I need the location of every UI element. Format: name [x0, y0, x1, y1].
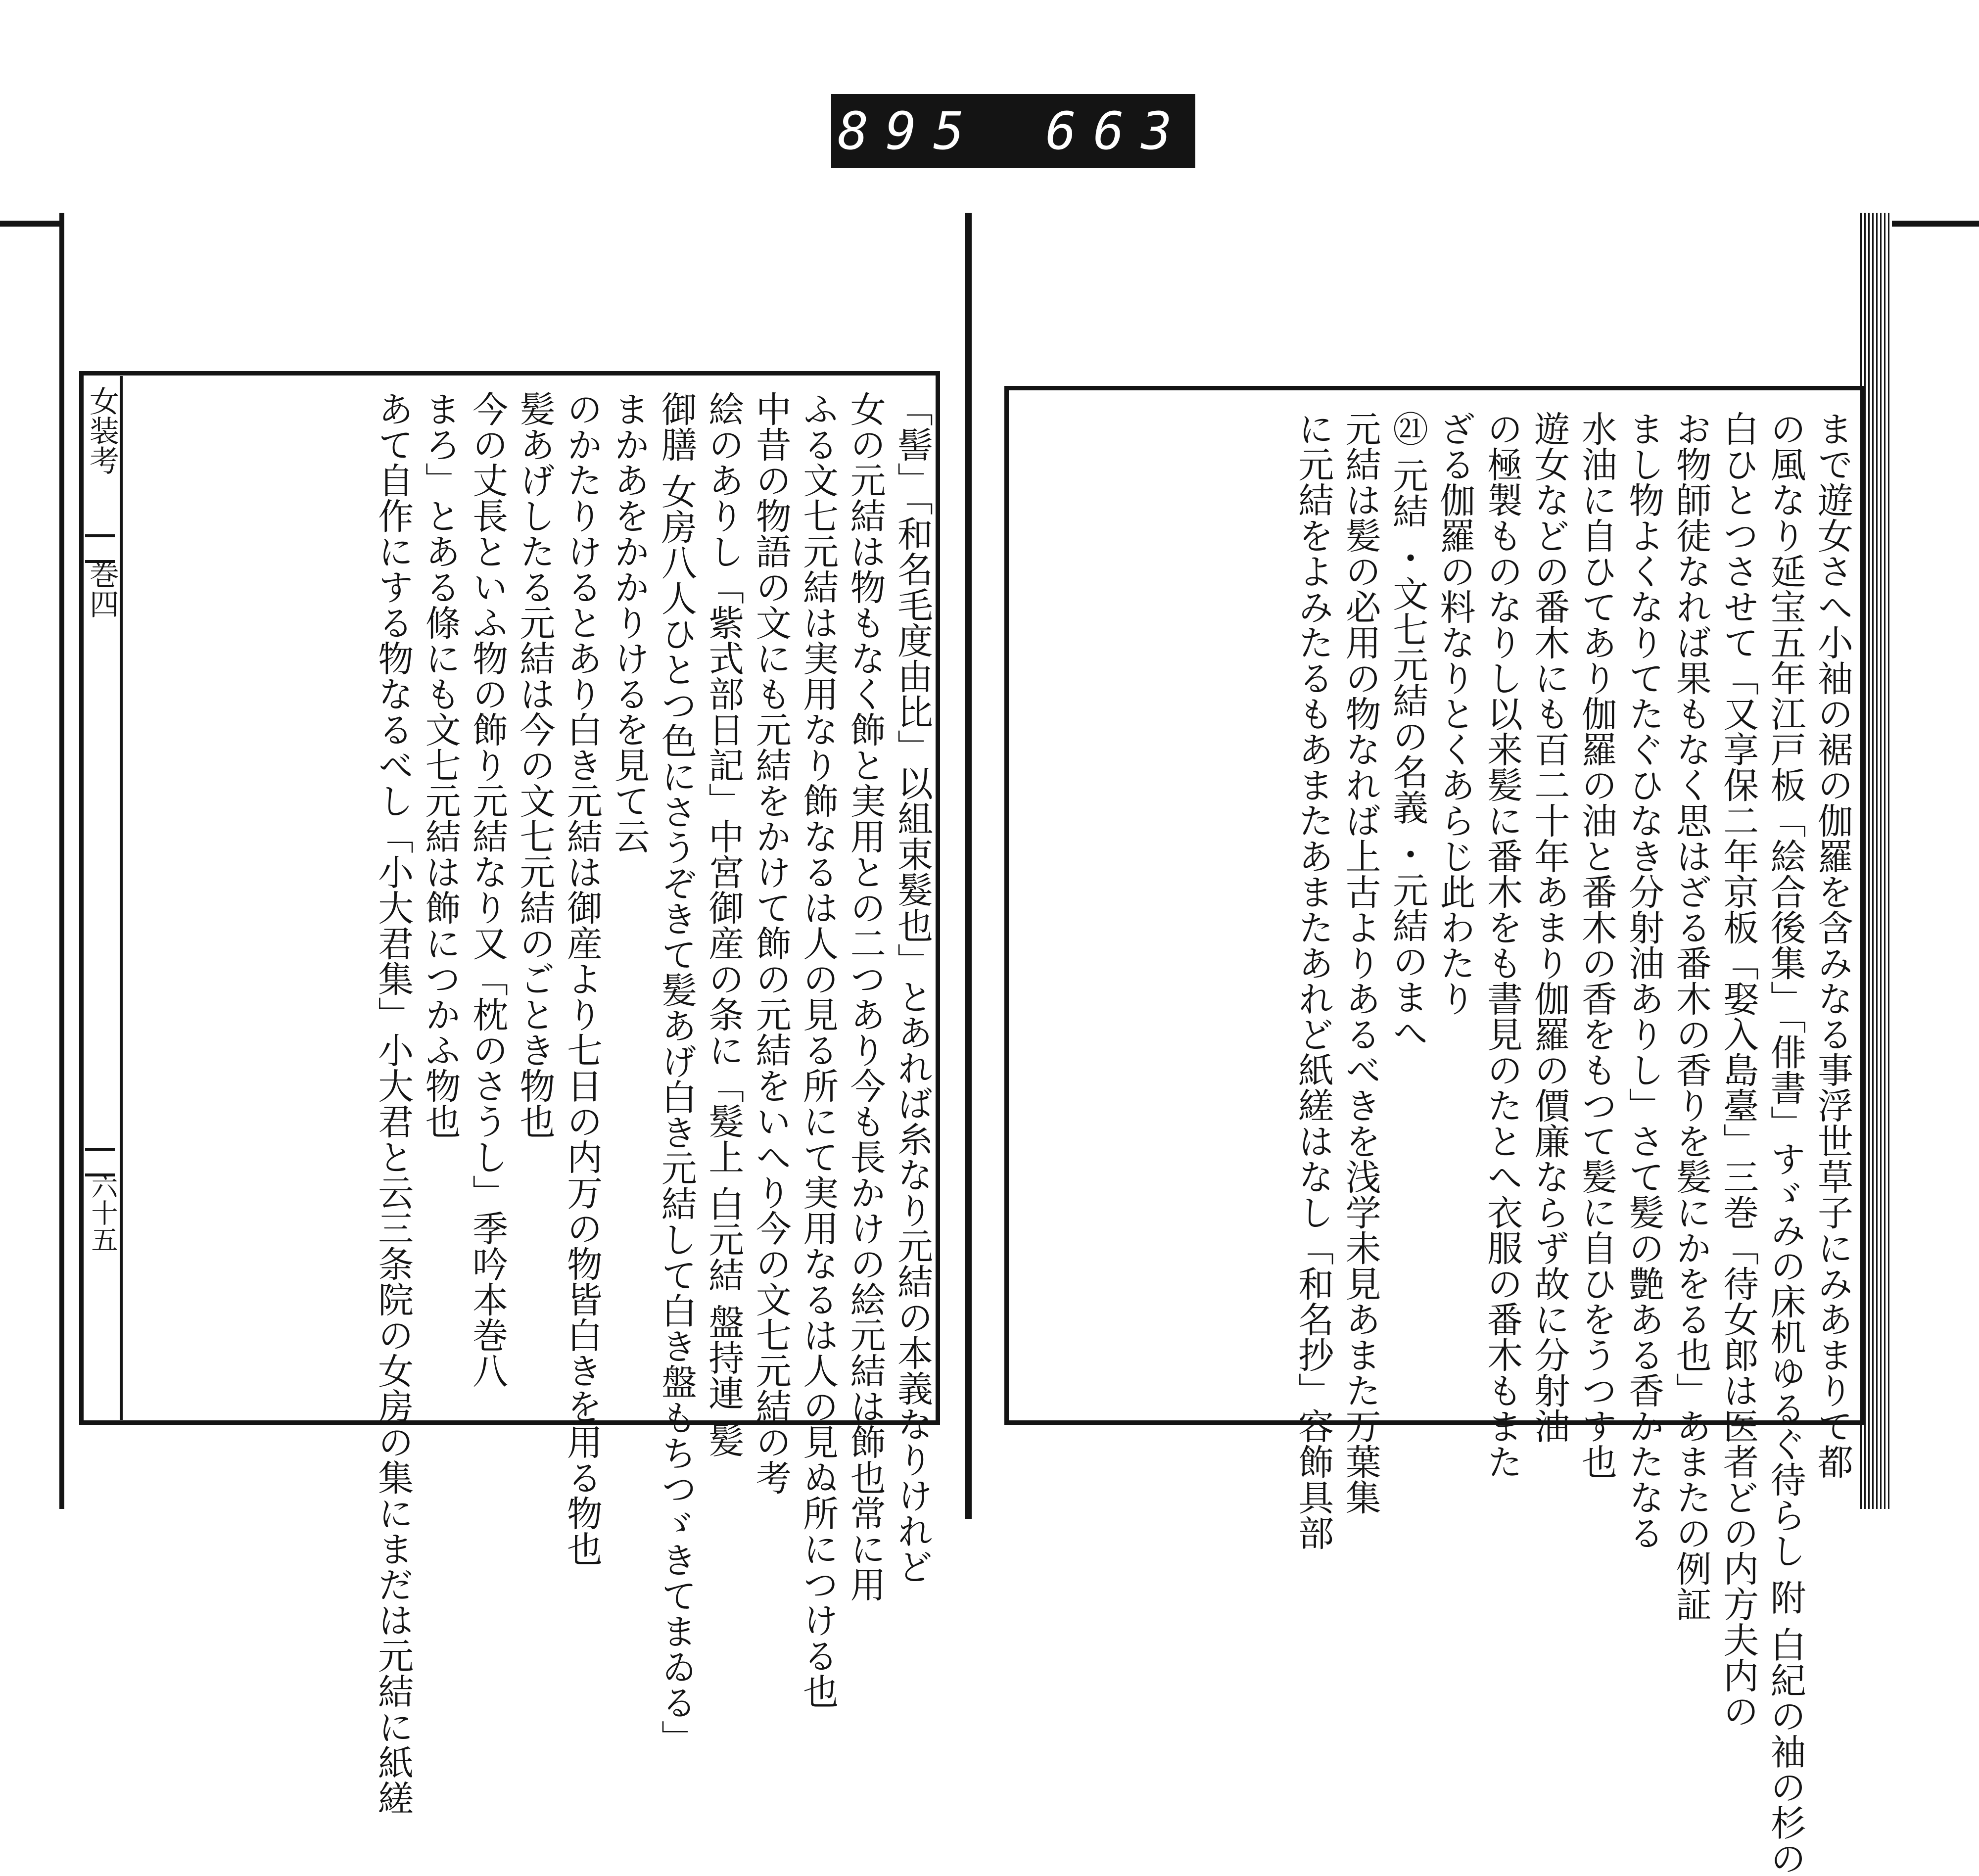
text-column: ふる文七元結は実用なり飾なるは人の見る所にて実用なるは人の見ぬ所につける也	[797, 391, 839, 1709]
text-column: 白ひとつさせて「又享保二年京板「娶入島臺」三巻「待女郎は医者どの内方夫内の	[1717, 411, 1759, 1729]
text-column: あて自作にする物なるべし「小大君集」小大君と云三条院の女房の集にまだは元結に紙縒	[372, 391, 414, 1816]
volume-label: 巻四	[85, 559, 119, 618]
text-column: 中昔の物語の文にも元結をかけて飾の元結をいへり今の文七元結の考	[750, 391, 792, 1495]
book-gutter	[965, 213, 972, 1519]
page-number: 六十五	[87, 1172, 118, 1253]
text-column: 元結は髪の必用の物なれば上古よりあるべきを浅学未見あまた万葉集	[1339, 411, 1381, 1515]
text-column: 水油に自ひてあり伽羅の油と番木の香をもつて髪に自ひをうつす也	[1575, 411, 1617, 1479]
text-column: 「髻」「和名毛度由比」以組束髮也」とあれば糸なり元結の本義なりけれど	[892, 391, 933, 1584]
text-column: まかあをかかりけるを見て云	[608, 391, 650, 854]
catalog-number-plate	[831, 94, 1195, 168]
text-column: ざる伽羅の料なりとくあらじ此わたり	[1434, 411, 1476, 1016]
text-column: 遊女などの番木にも百二十年あまり伽羅の價廉ならず故に分射油	[1528, 411, 1570, 1444]
text-column: のかたりけるとあり白き元結は御産より七日の内万の物皆白きを用る物也	[561, 391, 603, 1566]
running-title: 女装考	[85, 386, 119, 475]
text-column: の極製ものなりし以来髪に番木をも書見のたとへ衣服の番木もまた	[1481, 411, 1523, 1479]
text-column: まろ」とある條にも文七元結は飾につかふ物也	[419, 391, 461, 1139]
text-column: 女の元結は物もなく飾と実用との二つあり今も長かけの絵元結は飾也常に用	[844, 391, 886, 1602]
text-column: 髪あげしたる元結は今の文七元結のごとき物也	[514, 391, 556, 1139]
text-column: に元結をよみたるもあまたあまたあれど紙縒はなし「和名抄」容飾具部	[1292, 411, 1334, 1550]
text-column: まで遊女さへ小袖の裾の伽羅を含みなる事浮世草子にみあまりて都	[1812, 411, 1853, 1479]
text-column: 御膳 女房八人ひとつ色にさうぞきて髪あげ白き元結して白き盤もちつゞきてまゐる」	[655, 391, 697, 1756]
text-column: 絵のありし「紫式部日記」中宮御産の条に「髮上 白元結 盤持連 髪	[703, 391, 745, 1458]
text-column: まし物よくなりてたぐひなき分射油ありし」さて髪の艶ある香かたなる	[1623, 411, 1665, 1550]
right-page-text	[1029, 411, 1853, 1876]
text-column: お物師徒なれば果もなく思はざる番木の香りを髪にかをる也」あまたの例証	[1670, 411, 1712, 1622]
section-heading: ㉑ 元結 ・文七元結の名義 ・元結のまへ	[1387, 411, 1429, 1050]
left-page-text	[198, 391, 933, 1816]
catalog-number-second: 663	[1045, 101, 1189, 161]
catalog-number-first: 895	[838, 101, 981, 161]
text-column: 今の丈長といふ物の飾り元結なり又「枕のさうし」季吟本巻八	[467, 391, 509, 1388]
left-margin-strip	[83, 376, 123, 1420]
text-column: の風なり延宝五年江戸板「絵合後集」「俳書」すゞみの床机ゆるぐ待らし 附 白紀の袖の杉の	[1764, 411, 1806, 1876]
